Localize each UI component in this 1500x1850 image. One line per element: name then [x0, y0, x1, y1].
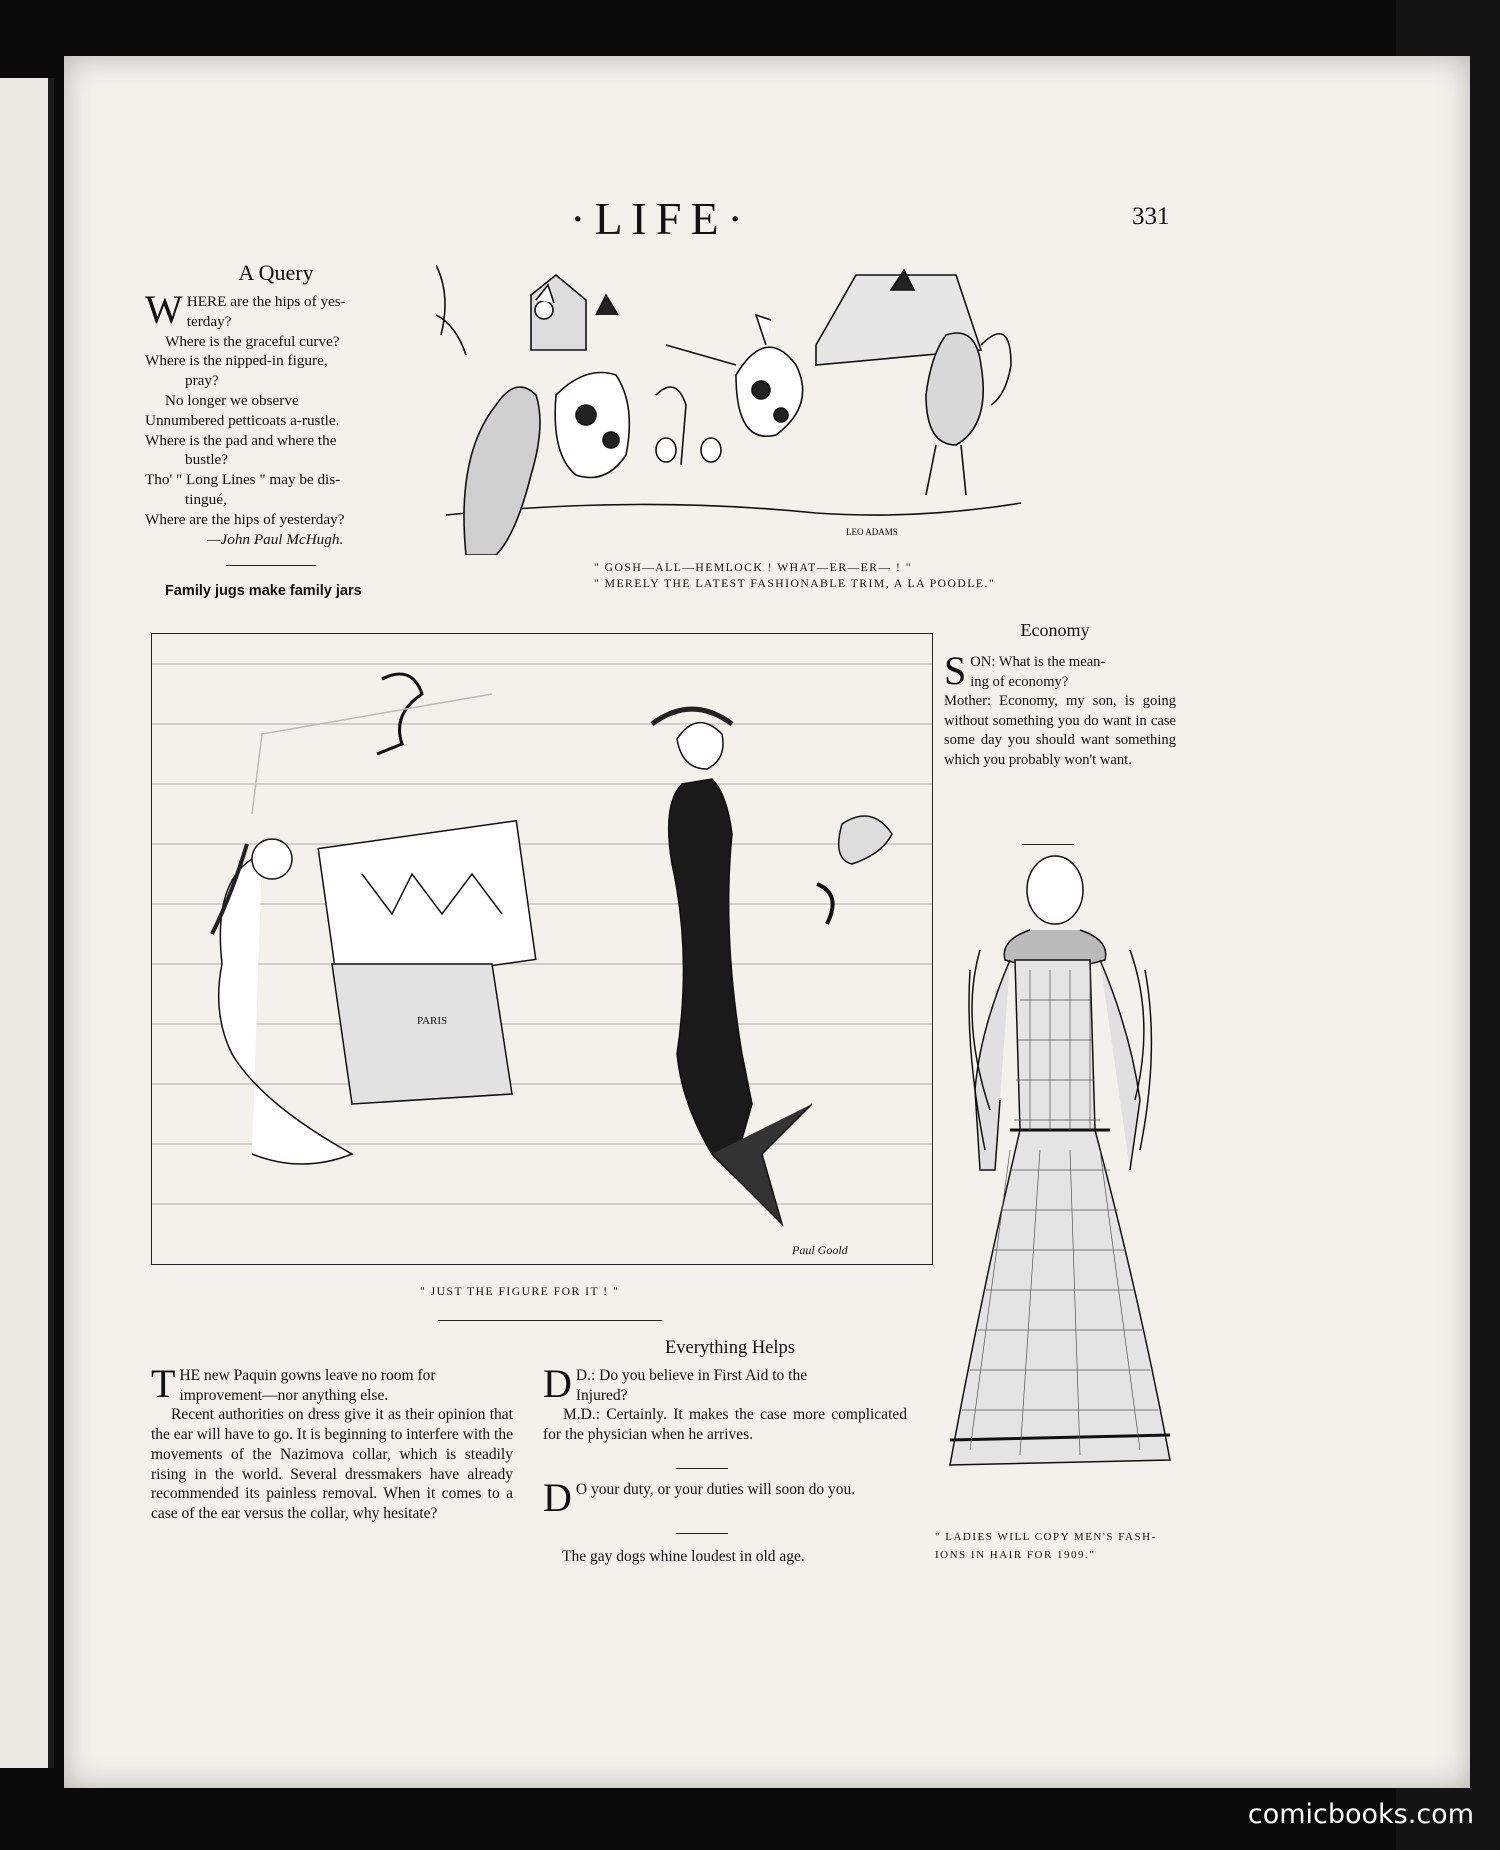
helps-line: D.: Do you believe in First Aid to the	[575, 1367, 808, 1384]
divider	[676, 1468, 728, 1469]
poem-line: Where is the graceful curve?	[165, 332, 340, 350]
fashion-illustration	[940, 850, 1180, 1520]
facing-page-edge	[0, 78, 54, 1768]
economy-text	[944, 648, 1176, 771]
poem-line: Where is the pad and where the	[145, 431, 337, 449]
poem-line: pray?	[185, 372, 219, 390]
page-number: 331	[1132, 203, 1170, 230]
proverb: Family jugs make family jars	[165, 583, 362, 599]
mermaid-signature: Paul Goold	[792, 1243, 848, 1257]
poem-line: Where are the hips of yesterday?	[145, 510, 345, 528]
masthead: ·LIFE·	[570, 193, 752, 244]
gay-dogs-text: The gay dogs whine loudest in old age.	[562, 1548, 805, 1565]
woman-in-plaid-dress	[940, 850, 1180, 1520]
poem-line: terday?	[186, 312, 232, 330]
poem-line: bustle?	[185, 451, 229, 469]
economy-body: Mother: Economy, my son, is going without something you do want in case some day you should want something which you probably won't want.	[944, 693, 1176, 768]
mermaid-caption: " JUST THE FIGURE FOR IT ! "	[420, 1285, 620, 1298]
divider	[438, 1320, 662, 1321]
helps-title: Everything Helps	[665, 1338, 795, 1358]
rooster-caption-1: " GOSH—ALL—HEMLOCK ! WHAT—ER—ER— ! "	[594, 561, 912, 574]
divider	[676, 1533, 728, 1534]
poem-dropcap: W	[145, 287, 183, 332]
poem-line: Where is the nipped-in figure,	[145, 352, 328, 370]
poem-line: No longer we observe	[165, 391, 299, 409]
paquin-dropcap: T	[151, 1361, 176, 1406]
divider	[1022, 844, 1074, 845]
mermaid-cartoon	[151, 633, 933, 1265]
fashion-caption-2: IONS IN HAIR FOR 1909."	[935, 1549, 1096, 1561]
economy-line: ing of economy?	[970, 673, 1069, 690]
paquin-text	[151, 1361, 513, 1524]
helps-text	[543, 1361, 907, 1445]
poem-body	[145, 287, 407, 549]
fashion-caption-1: " LADIES WILL COPY MEN'S FASH-	[935, 1531, 1157, 1543]
divider	[226, 565, 316, 566]
duty-text	[543, 1475, 907, 1520]
poem-line: Tho' " Long Lines " may be dis-	[145, 471, 341, 489]
economy-line: ON: What is the mean-	[970, 654, 1106, 670]
watermark: comicbooks.com	[1247, 1799, 1474, 1830]
helps-dropcap: D	[543, 1361, 572, 1406]
poem-line: Unnumbered petticoats a-rustle.	[145, 411, 340, 429]
poem-title: A Query	[238, 260, 314, 285]
poem-author: —John Paul McHugh.	[207, 530, 344, 548]
poem-line: tingué,	[185, 490, 227, 508]
rooster-illustration	[436, 255, 1026, 555]
paquin-line: HE new Paquin gowns leave no room for	[179, 1367, 436, 1384]
rooster-cartoon	[436, 255, 1026, 555]
duty-dropcap: D	[543, 1475, 572, 1520]
helps-answer: M.D.: Certainly. It makes the case more complicated for the physician when he arrives.	[543, 1406, 907, 1444]
rooster-caption-2: " MERELY THE LATEST FASHIONABLE TRIM, A LA POODLE."	[594, 577, 996, 590]
paquin-body: Recent authorities on dress give it as their opinion that the ear will have to go. It is beginning to interfere with the movements of the Nazimova collar, which is steadily rising in the world. Several dressmakers have already recommended its painless removal. When it comes to a case of the ear versus the collar, why hesitate?	[151, 1406, 513, 1522]
paquin-line: improvement—nor anything else.	[179, 1386, 389, 1404]
mermaid-illustration	[152, 634, 932, 1264]
chest-label: PARIS	[417, 1015, 448, 1027]
query-poem	[145, 260, 407, 549]
economy-title: Economy	[1020, 620, 1090, 640]
poem-line: HERE are the hips of yes-	[186, 293, 346, 310]
economy-dropcap: S	[944, 648, 967, 693]
cartoon-signature: LEO ADAMS	[846, 527, 898, 537]
helps-line: Injured?	[575, 1386, 628, 1404]
duty-line: O your duty, or your duties will soon do you.	[575, 1481, 856, 1498]
